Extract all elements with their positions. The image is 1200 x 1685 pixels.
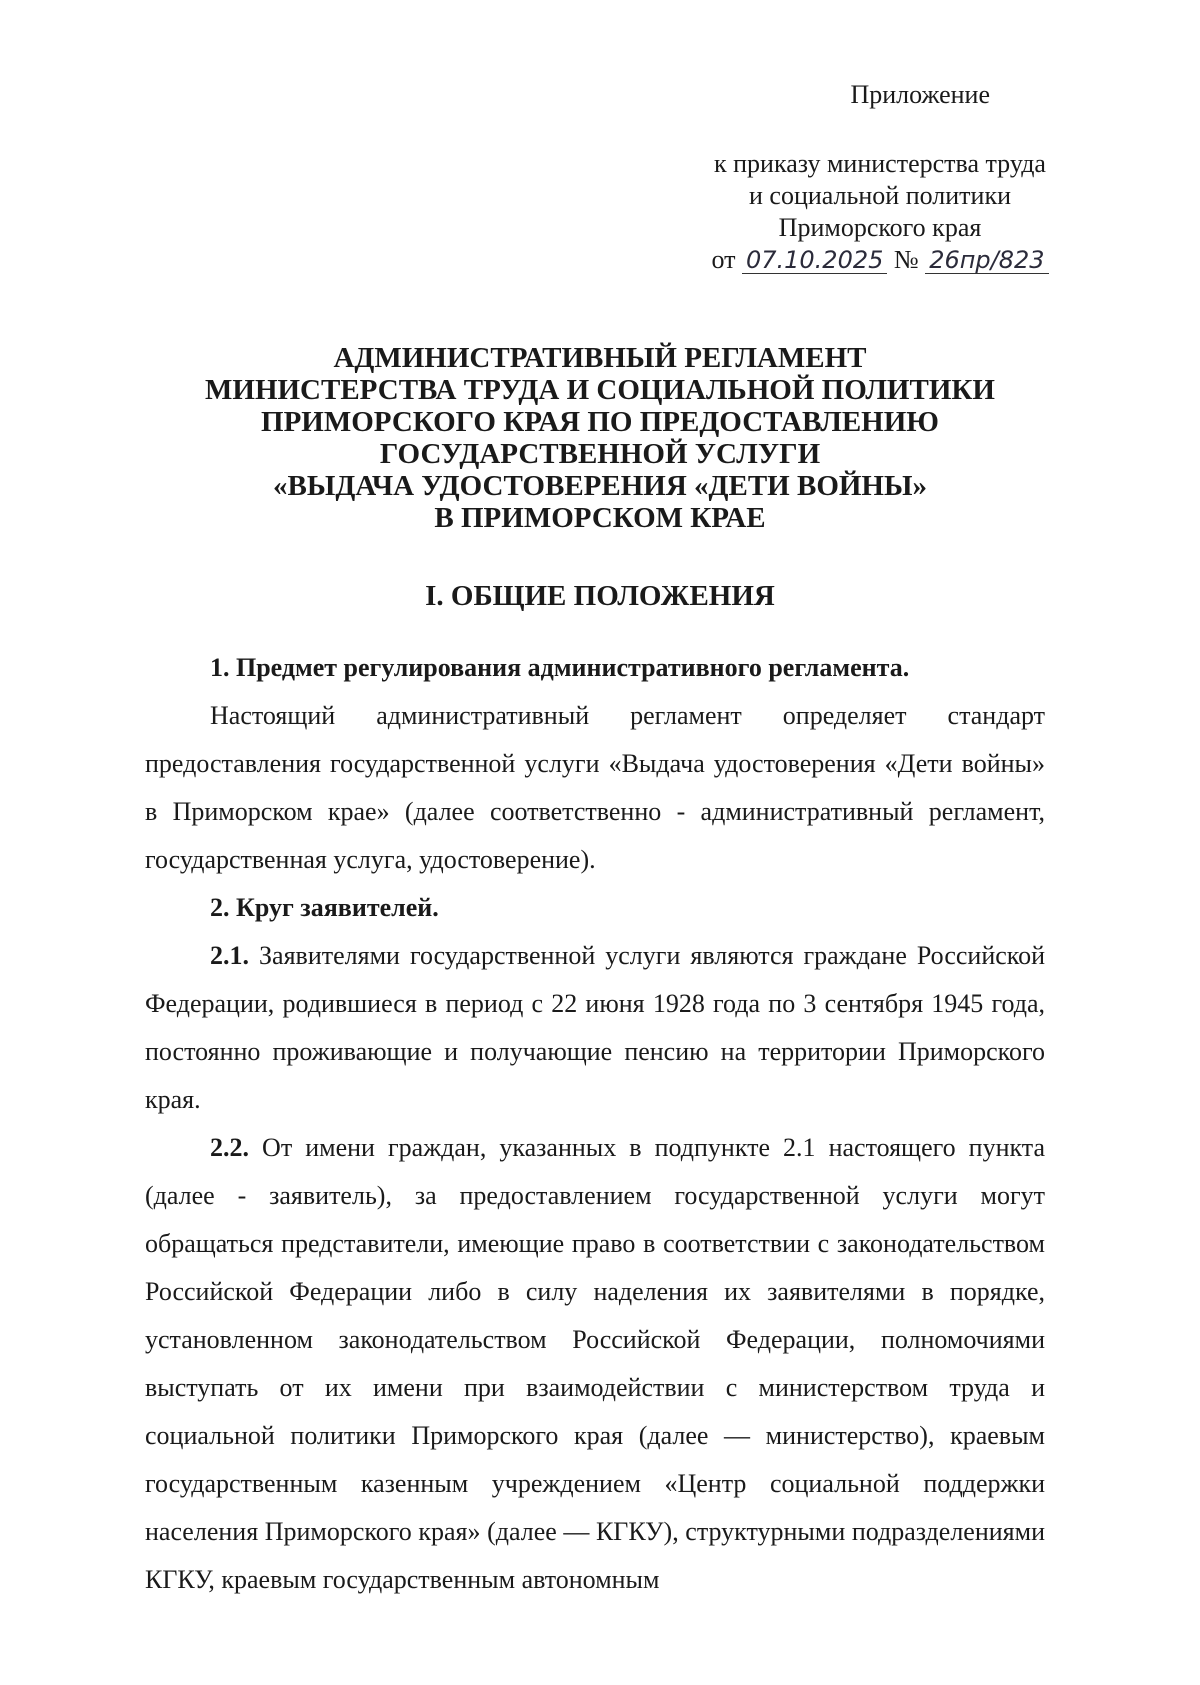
item-1-paragraph: Настоящий административный регламент определяет стандарт предоставления государственной услуги «Выдача удостоверения «Дети войны» в Приморском крае» (далее соответственно - административный регламент, государственная услуга, удостоверение). bbox=[145, 701, 1045, 874]
item-2-1-text: Заявителями государственной услуги являются граждане Российской Федерации, родившиеся в период с 22 июня 1928 года по 3 сентября 1945 года, постоянно проживающие и получающие пенсию на территории Приморского края. bbox=[145, 941, 1046, 1114]
order-date-line bbox=[690, 244, 1070, 276]
number-sign: № bbox=[893, 245, 919, 274]
order-date-handwritten: 07.10.2025 bbox=[742, 247, 887, 274]
appendix-label: Приложение bbox=[850, 80, 990, 109]
item-2-1-number: 2.1. bbox=[210, 941, 249, 970]
order-line-3: Приморского края bbox=[778, 213, 982, 242]
item-2-2-text: От имени граждан, указанных в подпункте 2.1 настоящего пункта (далее - заявитель), за предоставлением государственной услуги могут обращаться представители, имеющие право в соответствии с законодательством Российской Федерации либо в силу наделения их заявителями в порядке, установленном законодательством Российской Федерации, полномочиями выступать от их имени при взаимодействии с министерством труда и социальной политики Приморского края (далее — министерство), краевым государственным казенным учреждением «Центр социальной поддержки населения Приморского края» (далее — КГКУ), структурными подразделениями КГКУ, краевым государственным автономным bbox=[145, 1133, 1046, 1594]
title-line-6: В ПРИМОРСКОМ КРАЕ bbox=[434, 502, 766, 534]
document-title bbox=[120, 342, 1080, 534]
title-line-4: ГОСУДАРСТВЕННОЙ УСЛУГИ bbox=[379, 438, 821, 470]
date-prefix: от bbox=[711, 245, 736, 274]
title-line-5: «ВЫДАЧА УДОСТОВЕРЕНИЯ «ДЕТИ ВОЙНЫ» bbox=[273, 470, 927, 502]
title-line-1: АДМИНИСТРАТИВНЫЙ РЕГЛАМЕНТ bbox=[333, 342, 867, 374]
item-2-heading: 2. Круг заявителей. bbox=[210, 893, 439, 922]
title-line-2: МИНИСТЕРСТВА ТРУДА И СОЦИАЛЬНОЙ ПОЛИТИКИ bbox=[205, 374, 995, 406]
item-2-2-paragraph bbox=[145, 1124, 1045, 1604]
document-body bbox=[145, 644, 1045, 1604]
title-line-3: ПРИМОРСКОГО КРАЯ ПО ПРЕДОСТАВЛЕНИЮ bbox=[261, 406, 939, 438]
order-line-2: и социальной политики bbox=[749, 181, 1011, 210]
item-2-2-number: 2.2. bbox=[210, 1133, 249, 1162]
section-heading: I. ОБЩИЕ ПОЛОЖЕНИЯ bbox=[425, 580, 775, 612]
order-line-1: к приказу министерства труда bbox=[714, 149, 1046, 178]
order-number-handwritten: 26пр/823 bbox=[925, 247, 1048, 274]
item-1-heading: 1. Предмет регулирования административного регламента. bbox=[210, 653, 910, 682]
order-reference bbox=[690, 148, 1070, 276]
item-2-1-paragraph bbox=[145, 932, 1045, 1124]
